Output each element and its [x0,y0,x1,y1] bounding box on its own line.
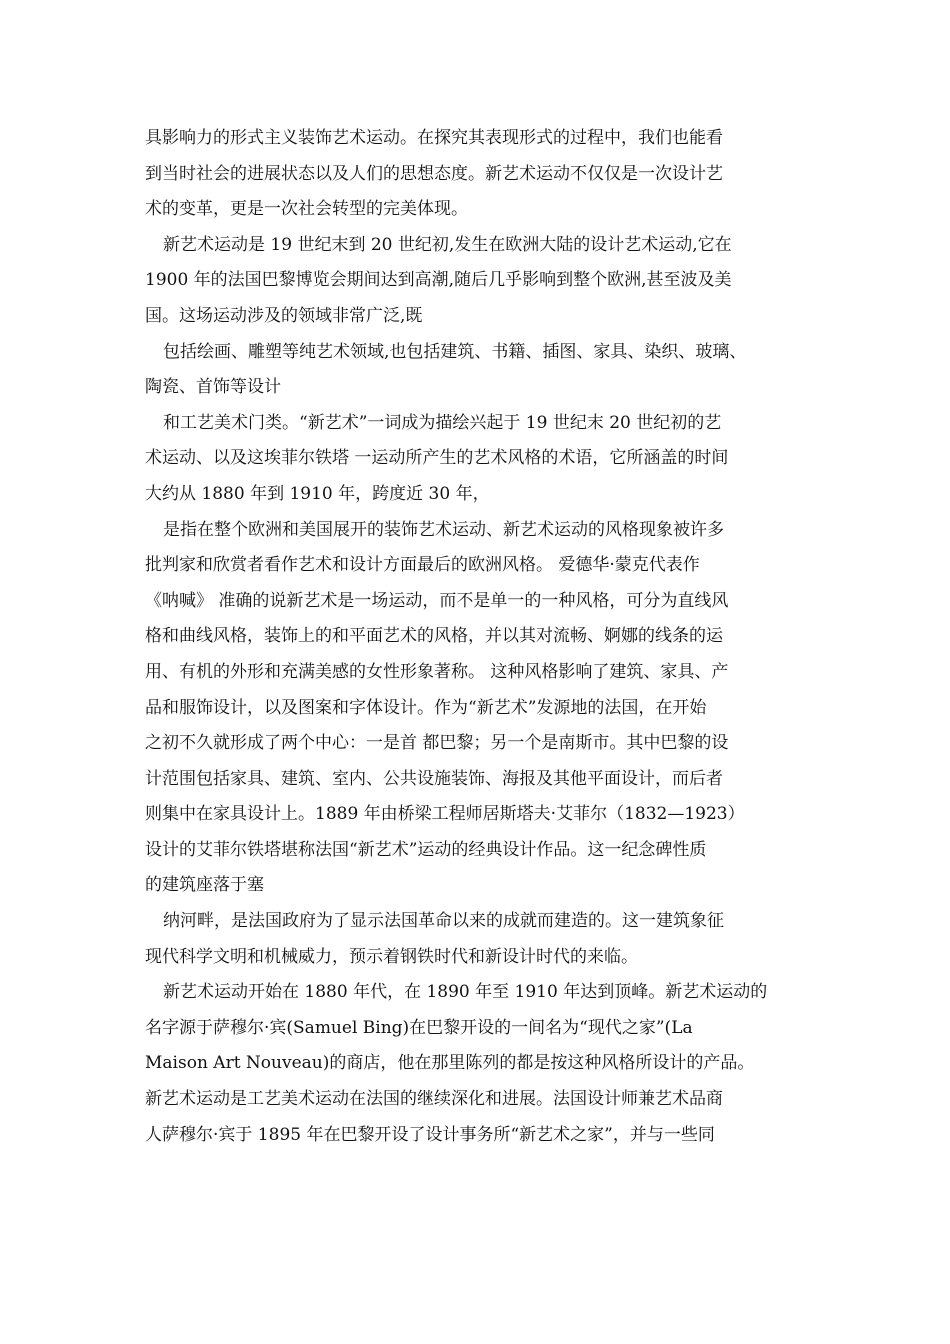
text-line: 现代科学文明和机械威力，预示着钢铁时代和新设计时代的来临。 [145,946,638,967]
text-line: 计范围包括家具、建筑、室内、公共设施装饰、海报及其他平面设计，而后者 [145,768,723,789]
text-line: 新艺术运动是工艺美术运动在法国的继续深化和进展。法国设计师兼艺术品商 [145,1089,723,1110]
text-line: 《呐喊》 准确的说新艺术是一场运动，而不是单一的一种风格，可分为直线风 [145,590,729,611]
text-line: 陶瓷、首饰等设计 [145,377,281,398]
text-line: 是指在整个欧洲和美国展开的装饰艺术运动、新艺术运动的风格现象被许多 [163,519,724,540]
text-line: 的建筑座落于塞 [145,875,264,896]
text-line: 大约从 1880 年到 1910 年，跨度近 30 年， [145,483,490,504]
text-line: 人萨穆尔·宾于 1895 年在巴黎开设了设计事务所“新艺术之家”，并与一些同 [145,1124,715,1145]
text-line: 用、有机的外形和充满美感的女性形象著称。 这种风格影响了建筑、家具、产 [145,661,729,682]
text-line: 格和曲线风格，装饰上的和平面艺术的风格，并以其对流畅、婀娜的线条的运 [145,626,723,647]
text-line: 之初不久就形成了两个中心：一是首 都巴黎；另一个是南斯市。其中巴黎的设 [145,733,729,754]
text-line: 具影响力的形式主义装饰艺术运动。在探究其表现形式的过程中，我们也能看 [145,128,723,148]
text-line: 国。这场运动涉及的领域非常广泛,既 [145,305,423,326]
text-line: 品和服饰设计，以及图案和字体设计。作为“新艺术”发源地的法国，在开始 [145,697,707,718]
text-line: 和工艺美术门类。“新艺术”一词成为描绘兴起于 19 世纪末 20 世纪初的艺 [163,412,722,433]
text-line: 名字源于萨穆尔·宾(Samuel Bing)在巴黎开设的一间名为“现代之家”(La [145,1017,693,1038]
text-line: 术的变革，更是一次社会转型的完美体现。 [145,199,468,220]
text-line: 则集中在家具设计上。1889 年由桥梁工程师居斯塔夫·艾菲尔（1832—1923） [145,804,745,825]
text-line: 纳河畔，是法国政府为了显示法国革命以来的成就而建造的。这一建筑象征 [163,911,724,932]
text-line: 新艺术运动是 19 世纪末到 20 世纪初,发生在欧洲大陆的设计艺术运动,它在 [163,234,732,255]
text-line: 批判家和欣赏者看作艺术和设计方面最后的欧洲风格。 爱德华·蒙克代表作 [145,555,700,576]
text-line: 设计的艾菲尔铁塔堪称法国“新艺术”运动的经典设计作品。这一纪念碑性质 [145,839,707,860]
text-line: 包括绘画、雕塑等纯艺术领域,也包括建筑、书籍、插图、家具、染织、玻璃、 [163,341,747,362]
document-body-text [145,121,825,1153]
text-line: 1900 年的法国巴黎博览会期间达到高潮,随后几乎影响到整个欧洲,甚至波及美 [145,270,732,291]
text-line: 新艺术运动开始在 1880 年代，在 1890 年至 1910 年达到顶峰。新艺术运动的 [163,982,768,1003]
text-line: 到当时社会的进展状态以及人们的思想态度。新艺术运动不仅仅是一次设计艺 [145,163,723,184]
text-line: 术运动、以及这埃菲尔铁塔 一运动所产生的艺术风格的术语，它所涵盖的时间 [145,448,729,469]
text-line: Maison Art Nouveau)的商店，他在那里陈列的都是按这种风格所设计的产品。 [145,1053,755,1074]
